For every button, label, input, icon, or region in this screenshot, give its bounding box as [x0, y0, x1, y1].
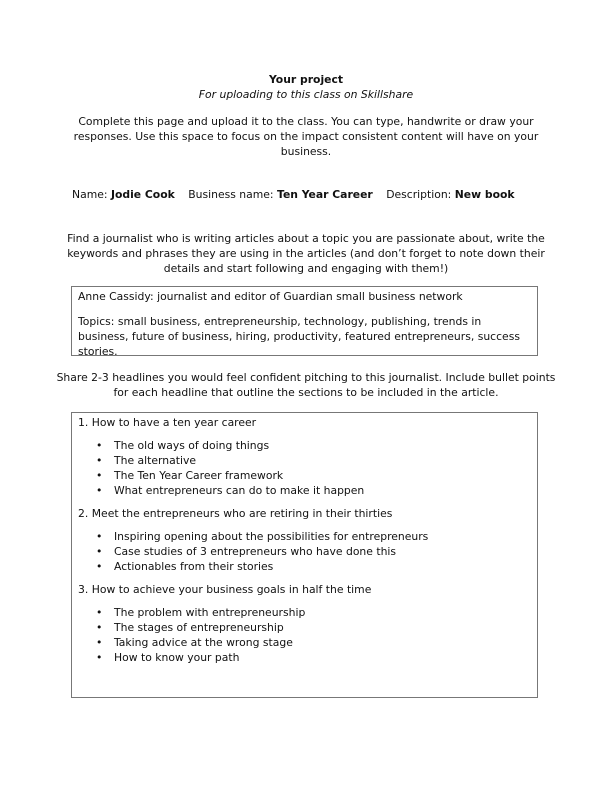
page-subtitle: For uploading to this class on Skillshare — [198, 88, 414, 101]
headlines-response-box — [71, 412, 538, 698]
bullet-icon: • — [96, 651, 103, 664]
list-item: • The Ten Year Career framework — [96, 469, 284, 482]
journalist-details: Anne Cassidy: journalist and editor of Guardian small business network — [78, 290, 463, 303]
list-item: • Taking advice at the wrong stage — [96, 636, 293, 649]
journalist-response-box — [71, 286, 538, 356]
bullet-icon: • — [96, 606, 103, 619]
headlines-prompt: Share 2-3 headlines you would feel confident pitching to this journalist. Include bullet points for each headline that outline the sections to be included in the article. — [56, 371, 556, 399]
headline-title: 1. How to have a ten year career — [78, 416, 257, 429]
headline-title: 3. How to achieve your business goals in half the time — [78, 583, 372, 596]
headline-points-list — [78, 605, 531, 665]
name-label: Name: — [72, 188, 108, 201]
list-item: • Actionables from their stories — [96, 560, 274, 573]
list-item: • Inspiring opening about the possibilities for entrepreneurs — [96, 530, 429, 543]
list-item: • The stages of entrepreneurship — [96, 621, 284, 634]
business-name-value: Ten Year Career — [277, 188, 373, 201]
bullet-icon: • — [96, 454, 103, 467]
bullet-icon: • — [96, 439, 103, 452]
bullet-icon: • — [96, 484, 103, 497]
name-value: Jodie Cook — [110, 188, 175, 201]
bullet-icon: • — [96, 636, 103, 649]
journalist-prompt: Find a journalist who is writing articles about a topic you are passionate about, write the keywords and phrases they are using in the articles (and don’t forget to note down their details and start following and engaging with them!) — [67, 232, 545, 275]
headline-title: 2. Meet the entrepreneurs who are retiring in their thirties — [78, 507, 393, 520]
list-item: • The problem with entrepreneurship — [96, 606, 306, 619]
bullet-icon: • — [96, 545, 103, 558]
project-meta — [72, 187, 515, 202]
list-item: • The old ways of doing things — [96, 439, 270, 452]
headline-points-list — [78, 438, 531, 498]
bullet-icon: • — [96, 530, 103, 543]
intro-text: Complete this page and upload it to the class. You can type, handwrite or draw your responses. Use this space to focus on the impact consistent content will have on your business. — [73, 115, 539, 158]
list-item: • The alternative — [96, 454, 196, 467]
description-label: Description: — [386, 188, 452, 201]
page-title: Your project — [268, 73, 344, 86]
bullet-icon: • — [96, 621, 103, 634]
list-item: • What entrepreneurs can do to make it happen — [96, 484, 365, 497]
headline-points-list — [78, 529, 531, 574]
journalist-topics: Topics: small business, entrepreneurship, technology, publishing, trends in business, future of business, hiring, productivity, featured entrepreneurs, success stories. — [78, 315, 520, 358]
list-item: • How to know your path — [96, 651, 240, 664]
business-name-label: Business name: — [188, 188, 274, 201]
bullet-icon: • — [96, 560, 103, 573]
bullet-icon: • — [96, 469, 103, 482]
description-value: New book — [454, 188, 515, 201]
list-item: • Case studies of 3 entrepreneurs who have done this — [96, 545, 397, 558]
